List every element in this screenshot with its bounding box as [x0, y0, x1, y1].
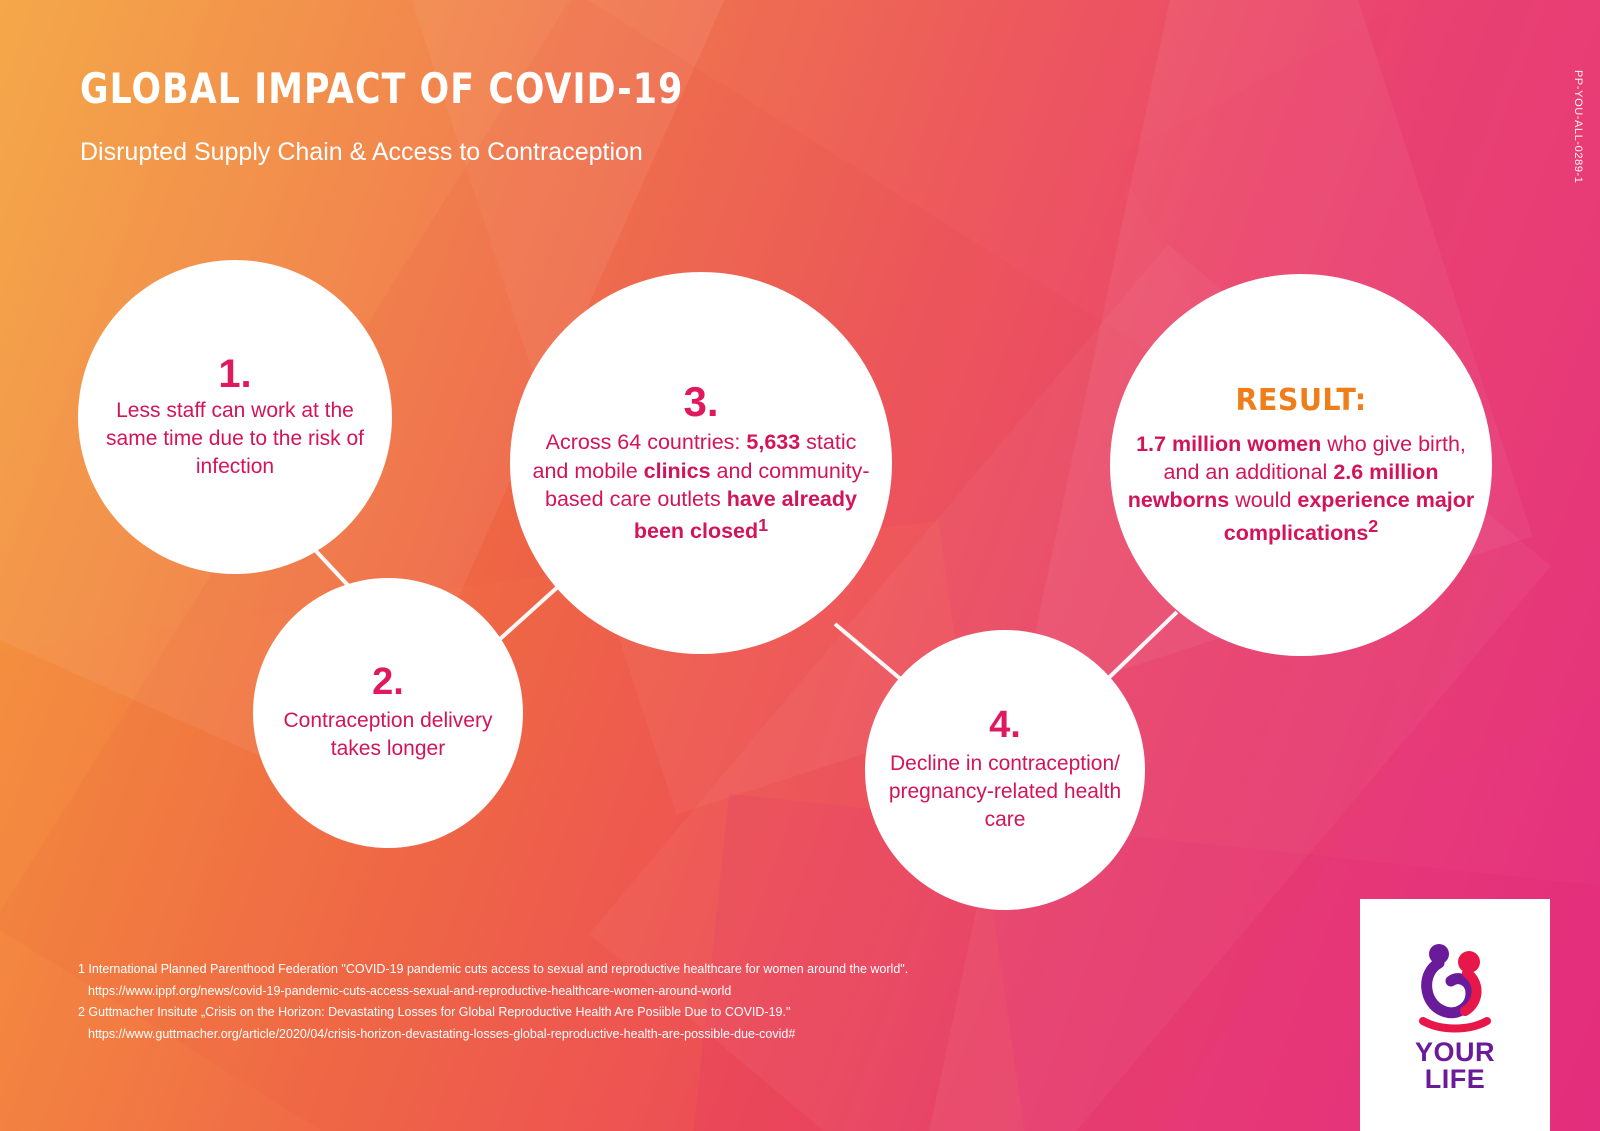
step-text-2: Contraception delivery takes longer [283, 709, 493, 760]
step-number-3: 3. [683, 378, 719, 426]
brand-logo [1360, 899, 1550, 1131]
step-bubble-3 [510, 272, 892, 654]
page-title: GLOBAL IMPACT OF COVID-19 [80, 64, 684, 113]
result-bubble [1110, 274, 1492, 656]
result-text: 1.7 million women who give birth, and an additional 2.6 million newborns would experience major complications$^2$ [1127, 431, 1475, 545]
step-bubble-2 [253, 578, 523, 848]
step-number-4: 4. [989, 704, 1021, 747]
step-text-1: Less staff can work at the same time due to the risk of infection [106, 399, 364, 478]
step-bubble-1 [78, 260, 392, 574]
step-bubble-4 [865, 630, 1145, 910]
footnote-line: 1 International Planned Parenthood Federation "COVID-19 pandemic cuts access to sexual and reproductive healthcare for women around the world". [78, 962, 909, 976]
footnotes [78, 959, 908, 1045]
footnote-line: https://www.ippf.org/news/covid-19-pandemic-cuts-access-sexual-and-reproductive-healthcare-women-around-world [88, 983, 732, 998]
footnote-line: https://www.guttmacher.org/article/2020/04/crisis-horizon-devastating-losses-global-reproductive-health-are-possible-due-covid# [88, 1026, 796, 1041]
logo-line-1: YOUR [1414, 1037, 1495, 1067]
step-text-3: Across 64 countries: 5,633 static and mobile clinics and community-based care outlets have already been closed$^1$ [532, 430, 870, 544]
footnote-line: 2 Guttmacher Insitute „Crisis on the Horizon: Devastating Losses for Global Reproductive Health Are Posiible Due to COVID-19." [78, 1005, 791, 1019]
document-code: PP-YOU-ALL-0289-1 [1572, 70, 1584, 184]
logo-line-2: LIFE [1424, 1064, 1486, 1094]
step-text-4: Decline in contraception/ pregnancy-related health care [888, 752, 1122, 831]
result-label: RESULT: [1235, 382, 1367, 418]
your-life-mark-icon [1409, 937, 1501, 1033]
page-subtitle: Disrupted Supply Chain & Access to Contraception [80, 138, 643, 166]
logo-text [1415, 1039, 1495, 1093]
step-number-2: 2. [372, 661, 404, 704]
step-number-1: 1. [218, 352, 252, 397]
